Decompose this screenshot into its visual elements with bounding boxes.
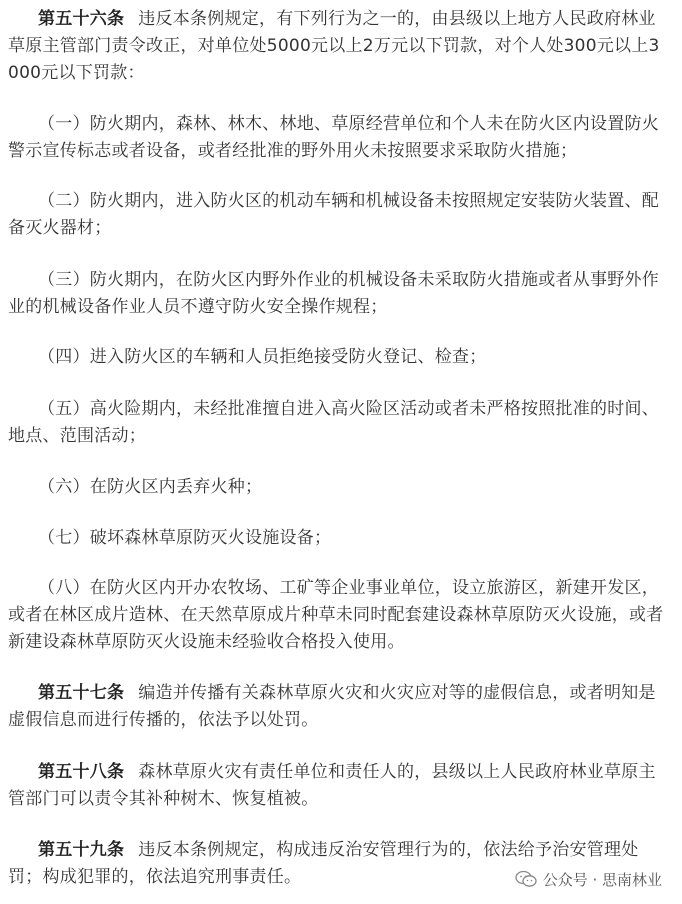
article-58 [8, 759, 668, 813]
clause-text: （二）防火期内，进入防火区的机动车辆和机械设备未按照规定安装防火装置、配备灭火器材； [8, 191, 659, 238]
wechat-watermark [515, 866, 662, 892]
article-57 [8, 680, 668, 734]
clause-2 [8, 188, 668, 242]
article-text: 编造并传播有关森林草原火灾和火灾应对等的虚假信息，或者明知是虚假信息而进行传播的，依法予以处罚。 [8, 683, 656, 730]
clause-7 [8, 525, 668, 552]
clause-4 [8, 344, 668, 371]
article-text: 森林草原火灾有责任单位和责任人的，县级以上人民政府林业草原主管部门可以责令其补种树木、恢复植被。 [8, 762, 656, 809]
wechat-icon [515, 870, 537, 888]
clause-3 [8, 267, 668, 321]
clause-6 [8, 474, 668, 501]
clause-text: （一）防火期内，森林、林木、林地、草原经营单位和个人未在防火区内设置防火警示宣传标志或者设备，或者经批准的野外用火未按照要求采取防火措施； [8, 114, 659, 161]
article-number: 第五十八条 [38, 762, 125, 782]
clause-text: （六）在防火区内丢弃火种； [38, 477, 263, 497]
article-number: 第五十六条 [38, 9, 125, 29]
clause-text: （五）高火险期内，未经批准擅自进入高火险区活动或者未严格按照批准的时间、地点、范围活动； [8, 399, 659, 446]
clause-5 [8, 396, 668, 450]
article-56 [8, 6, 668, 87]
article-number: 第五十九条 [38, 840, 125, 860]
article-number: 第五十七条 [38, 683, 125, 703]
watermark-label: 公众号 · 思南林业 [542, 870, 662, 889]
clause-text: （七）破坏森林草原防灭火设施设备； [38, 528, 332, 548]
clause-text: （八）在防火区内开办农牧场、工矿等企业事业单位，设立旅游区，新建开发区，或者在林区成片造林、在天然草原成片种草未同时配套建设森林草原防灭火设施，或者新建设森林草原防灭火设施未经验收合格投入使用。 [8, 578, 664, 652]
article-text: 违反本条例规定，有下列行为之一的，由县级以上地方人民政府林业草原主管部门责令改正，对单位处5000元以上2万元以下罚款，对个人处300元以上3000元以下罚款： [8, 9, 660, 83]
clause-text: （三）防火期内，在防火区内野外作业的机械设备未采取防火措施或者从事野外作业的机械设备作业人员不遵守防火安全操作规程； [8, 270, 659, 317]
article-text: 违反本条例规定，构成违反治安管理行为的，依法给予治安管理处罚；构成犯罪的，依法追究刑事责任。 [8, 840, 639, 887]
clause-1 [8, 111, 668, 165]
clause-text: （四）进入防火区的车辆和人员拒绝接受防火登记、检查； [38, 347, 487, 367]
clause-8 [8, 575, 668, 656]
